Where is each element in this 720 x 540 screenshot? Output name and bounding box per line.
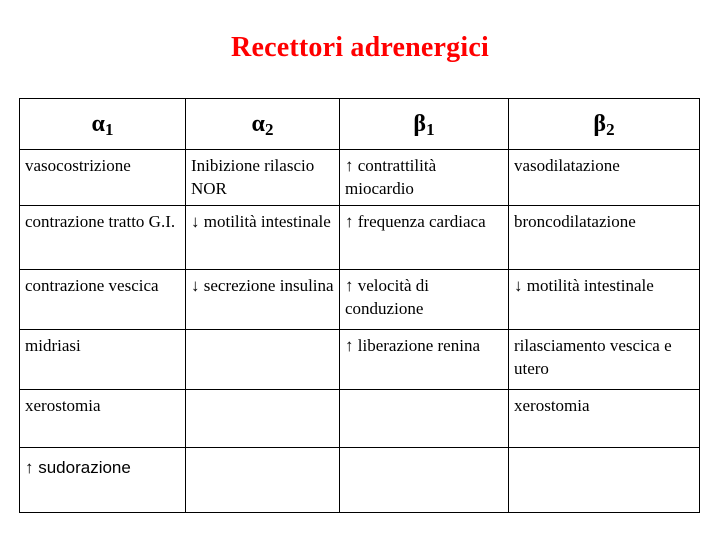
header-beta1 [340,99,509,150]
table-cell: midriasi [20,330,186,390]
table-row [20,270,700,330]
table-cell: ↑ velocità di conduzione [340,270,509,330]
table-cell: vasocostrizione [20,150,186,206]
table-cell: xerostomia [509,390,700,448]
table-cell: xerostomia [20,390,186,448]
table-cell [186,330,340,390]
header-subscript: 2 [606,120,615,139]
header-symbol: α [251,111,265,137]
table-row [20,150,700,206]
table-cell: contrazione vescica [20,270,186,330]
header-row [20,99,700,150]
table-cell: ↓ secrezione insulina [186,270,340,330]
table-cell [186,448,340,513]
table-cell [186,390,340,448]
table-cell: contrazione tratto G.I. [20,206,186,270]
table-cell [340,390,509,448]
table-cell: broncodilatazione [509,206,700,270]
table-row [20,448,700,513]
table-cell: ↑ contrattilità miocardio [340,150,509,206]
header-subscript: 1 [104,120,114,139]
table-cell [509,448,700,513]
header-subscript: 2 [264,120,274,139]
table-cell: ↓ motilità intestinale [509,270,700,330]
header-alpha1 [20,99,186,150]
table-row [20,206,700,270]
table-cell: Inibizione rilascio NOR [186,150,340,206]
table-row [20,330,700,390]
header-symbol: α [91,111,105,137]
header-beta2 [509,99,700,150]
table-row [20,390,700,448]
header-alpha2 [186,99,340,150]
table-cell: ↑ liberazione renina [340,330,509,390]
page-title: Recettori adrenergici [231,32,489,63]
header-subscript: 1 [426,120,435,139]
table-cell: ↑ sudorazione [20,448,186,513]
receptor-table [19,98,700,513]
table-cell: rilasciamento vescica e utero [509,330,700,390]
table-cell: vasodilatazione [509,150,700,206]
header-symbol: β [593,111,607,137]
table-cell: ↓ motilità intestinale [186,206,340,270]
table-cell: ↑ frequenza cardiaca [340,206,509,270]
table-cell [340,448,509,513]
header-symbol: β [413,111,427,137]
